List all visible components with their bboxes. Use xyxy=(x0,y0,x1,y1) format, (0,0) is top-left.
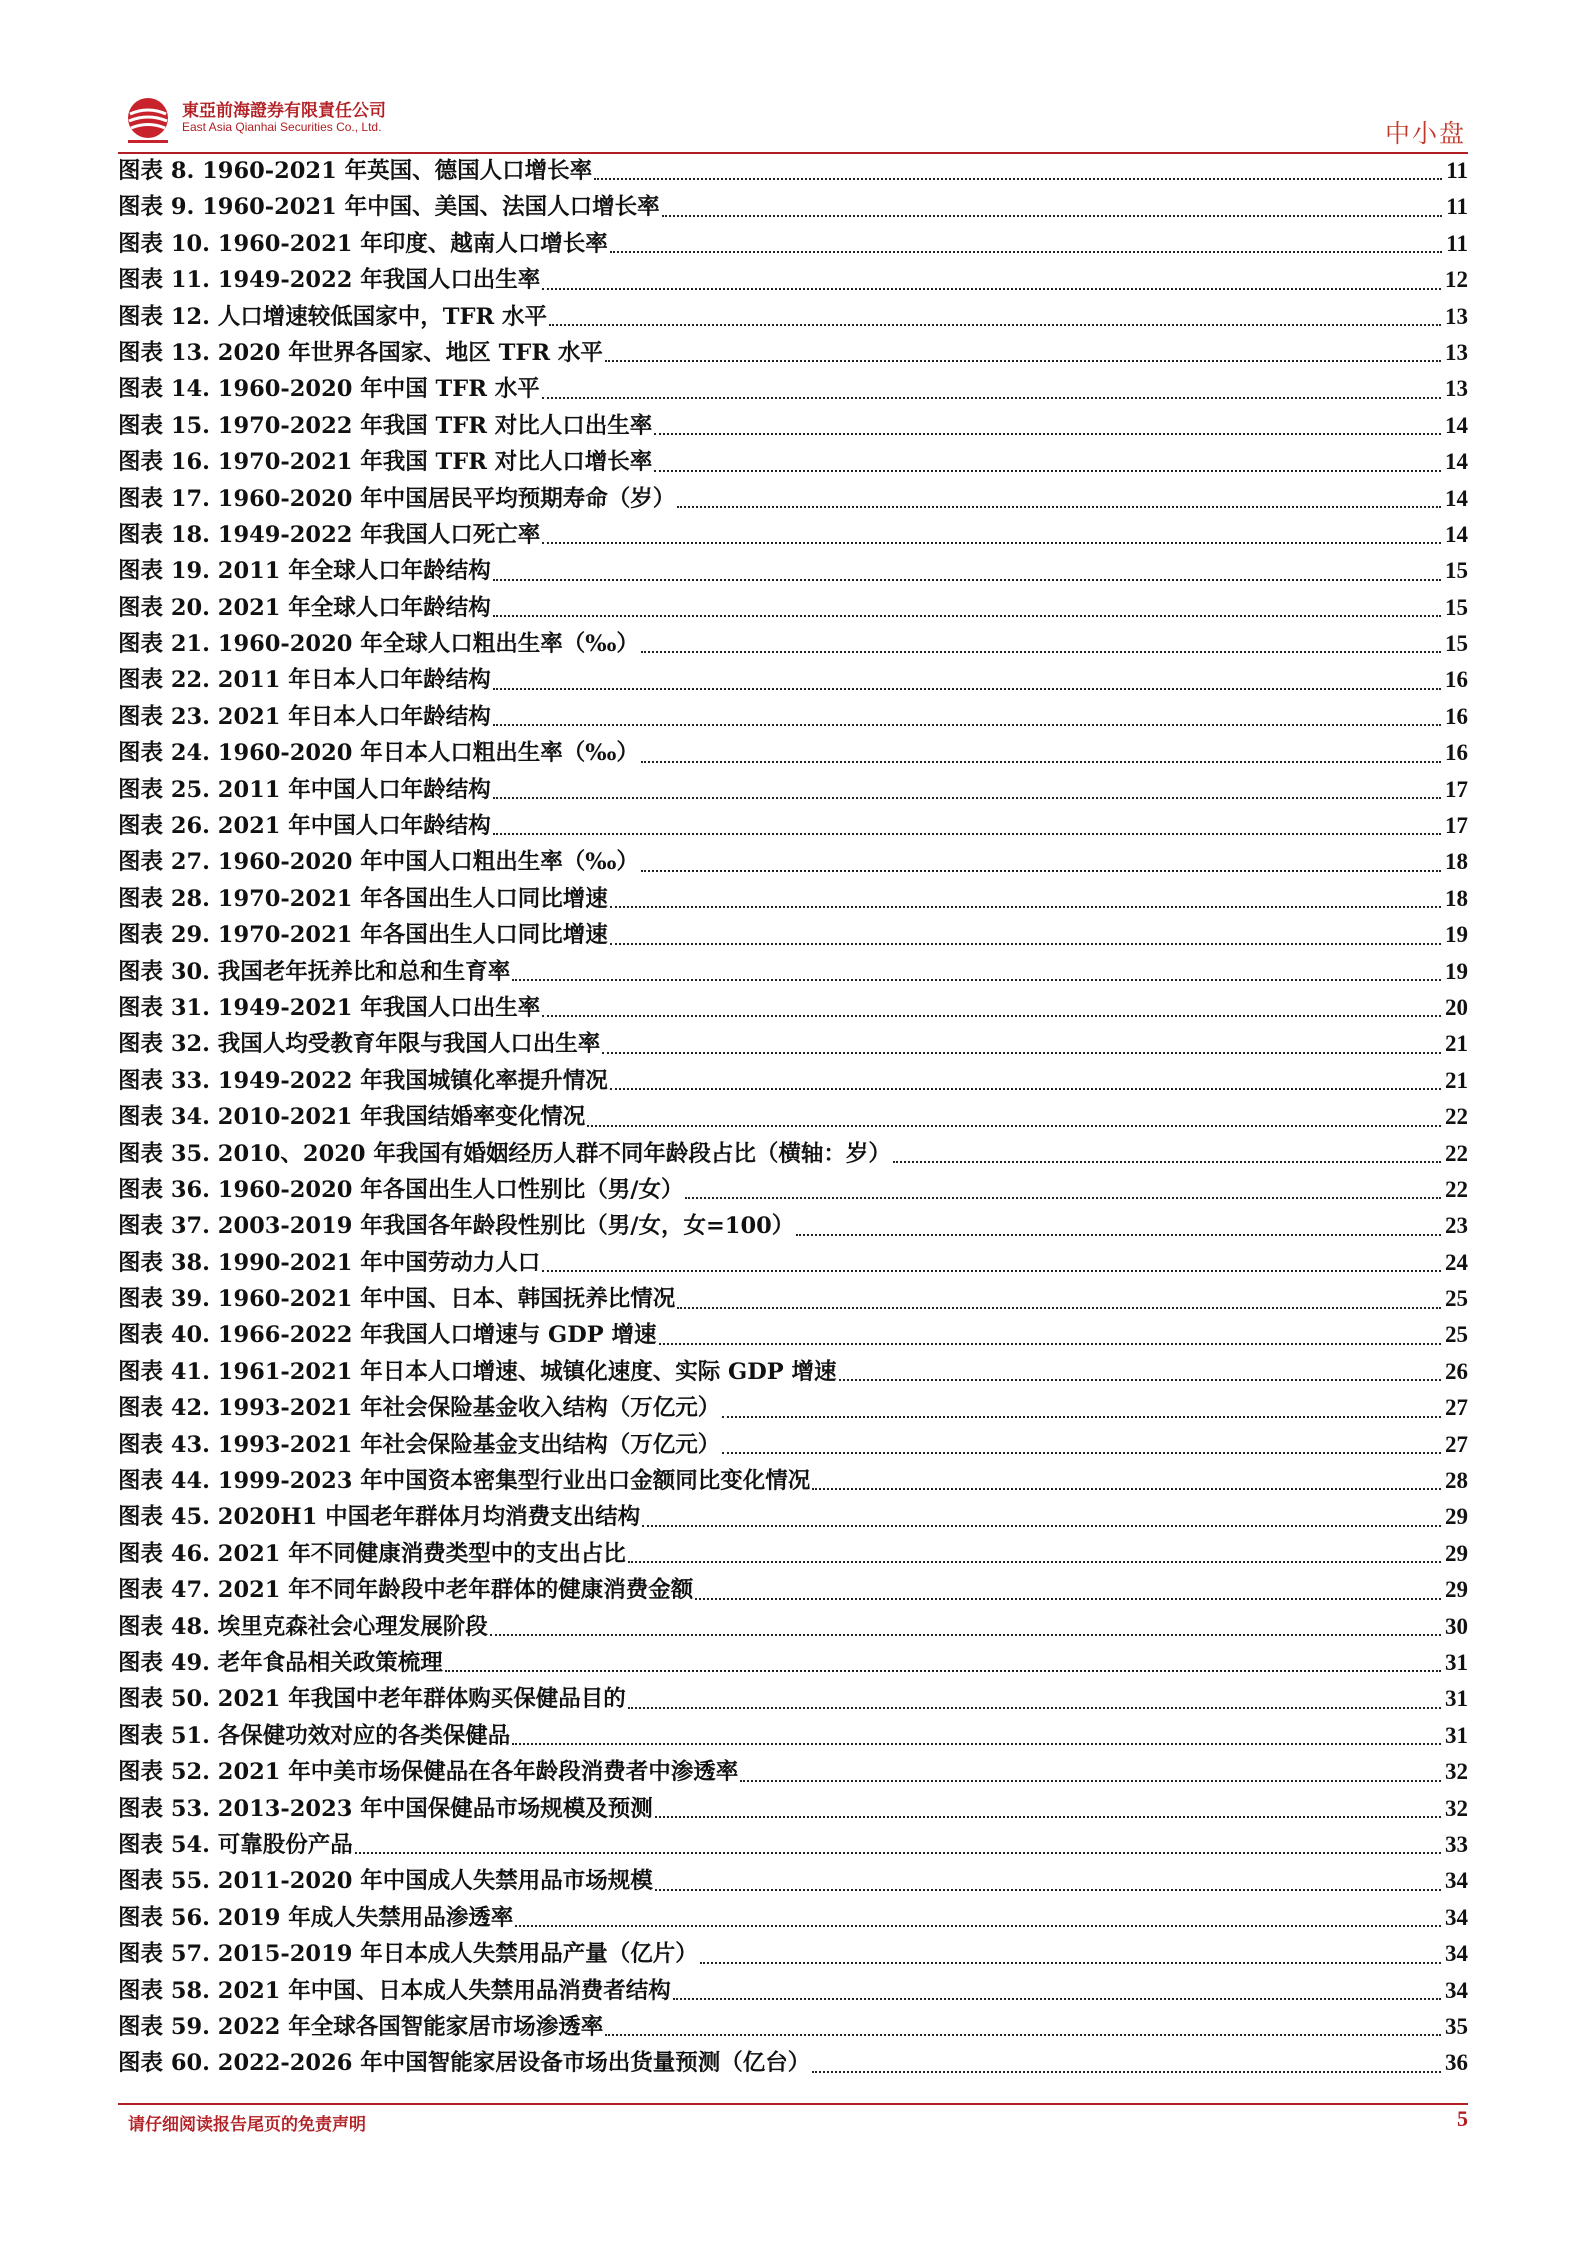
toc-dot-leader xyxy=(493,833,1441,835)
toc-entry-page: 19 xyxy=(1445,958,1468,984)
toc-entry[interactable] xyxy=(118,1354,1468,1390)
toc-entry-page: 34 xyxy=(1445,1904,1468,1930)
toc-entry[interactable] xyxy=(118,590,1468,626)
toc-entry[interactable] xyxy=(118,189,1468,225)
toc-entry-page: 11 xyxy=(1446,157,1468,183)
toc-entry-page: 31 xyxy=(1445,1722,1468,1748)
toc-entry[interactable] xyxy=(118,881,1468,917)
toc-entry[interactable] xyxy=(118,371,1468,407)
toc-entry-label: 图表 39. 1960-2021 年中国、日本、韩国抚养比情况 xyxy=(118,1286,676,1313)
toc-dot-leader xyxy=(655,1816,1441,1818)
toc-entry-label: 图表 38. 1990-2021 年中国劳动力人口 xyxy=(118,1249,541,1276)
toc-entry[interactable] xyxy=(118,1499,1468,1535)
toc-entry-page: 24 xyxy=(1445,1249,1468,1275)
toc-dot-leader xyxy=(493,579,1441,581)
toc-dot-leader xyxy=(673,1998,1441,2000)
toc-dot-leader xyxy=(641,651,1441,653)
toc-entry-label: 图表 60. 2022-2026 年中国智能家居设备市场出货量预测（亿台） xyxy=(118,2050,811,2077)
toc-dot-leader xyxy=(594,178,1442,180)
toc-entry-page: 27 xyxy=(1445,1395,1468,1421)
toc-entry-page: 15 xyxy=(1445,631,1468,657)
toc-dot-leader xyxy=(602,1052,1441,1054)
toc-entry-label: 图表 19. 2011 年全球人口年龄结构 xyxy=(118,558,491,585)
toc-entry-page: 35 xyxy=(1445,2013,1468,2039)
toc-entry[interactable] xyxy=(118,481,1468,517)
toc-entry-page: 26 xyxy=(1445,1358,1468,1384)
toc-entry[interactable] xyxy=(118,517,1468,553)
toc-dot-leader xyxy=(605,2034,1441,2036)
toc-entry-page: 18 xyxy=(1445,885,1468,911)
toc-entry-page: 28 xyxy=(1445,1468,1468,1494)
toc-entry[interactable] xyxy=(118,1063,1468,1099)
toc-entry-page: 11 xyxy=(1446,230,1468,256)
toc-entry-page: 25 xyxy=(1445,1286,1468,1312)
toc-entry-label: 图表 49. 老年食品相关政策梳理 xyxy=(118,1650,443,1676)
toc-entry-label: 图表 35. 2010、2020 年我国有婚姻经历人群不同年龄段占比（横轴：岁） xyxy=(118,1140,891,1167)
toc-entry[interactable] xyxy=(118,954,1468,990)
toc-entry-page: 16 xyxy=(1445,703,1468,729)
toc-entry-label: 图表 14. 1960-2020 年中国 TFR 水平 xyxy=(118,376,540,403)
toc-entry-page: 31 xyxy=(1445,1686,1468,1712)
toc-entry[interactable] xyxy=(118,1827,1468,1863)
toc-entry-page: 29 xyxy=(1445,1540,1468,1566)
toc-entry[interactable] xyxy=(118,990,1468,1026)
toc-entry-label: 图表 47. 2021 年不同年龄段中老年群体的健康消费金额 xyxy=(118,1577,694,1604)
toc-entry-label: 图表 25. 2011 年中国人口年龄结构 xyxy=(118,776,491,803)
toc-dot-leader xyxy=(659,1343,1441,1345)
toc-entry-label: 图表 17. 1960-2020 年中国居民平均预期寿命（岁） xyxy=(118,485,676,512)
toc-entry-label: 图表 42. 1993-2021 年社会保险基金收入结构（万亿元） xyxy=(118,1395,721,1422)
toc-entry-page: 13 xyxy=(1445,376,1468,402)
toc-dot-leader xyxy=(677,506,1441,508)
toc-entry-page: 16 xyxy=(1445,667,1468,693)
toc-entry-page: 32 xyxy=(1445,1795,1468,1821)
toc-entry[interactable] xyxy=(118,1318,1468,1354)
page-number: 5 xyxy=(1457,2106,1468,2131)
toc-dot-leader xyxy=(610,251,1443,253)
toc-entry-page: 32 xyxy=(1445,1759,1468,1785)
toc-entry-label: 图表 20. 2021 年全球人口年龄结构 xyxy=(118,594,491,621)
toc-entry[interactable] xyxy=(118,1281,1468,1317)
toc-dot-leader xyxy=(587,1125,1441,1127)
company-name-cn: 東亞前海證券有限責任公司 xyxy=(182,101,386,121)
toc-entry[interactable] xyxy=(118,1390,1468,1426)
toc-dot-leader xyxy=(610,1088,1441,1090)
toc-dot-leader xyxy=(628,1707,1441,1709)
toc-entry[interactable] xyxy=(118,1681,1468,1717)
toc-entry-page: 15 xyxy=(1445,594,1468,620)
toc-entry-label: 图表 50. 2021 年我国中老年群体购买保健品目的 xyxy=(118,1686,626,1713)
toc-entry-page: 14 xyxy=(1445,485,1468,511)
toc-entry[interactable] xyxy=(118,1718,1468,1754)
toc-entry-page: 14 xyxy=(1445,449,1468,475)
toc-entry[interactable] xyxy=(118,917,1468,953)
toc-dot-leader xyxy=(493,615,1441,617)
toc-entry-label: 图表 18. 1949-2022 年我国人口死亡率 xyxy=(118,521,541,548)
toc-entry-label: 图表 21. 1960-2020 年全球人口粗出生率（‰） xyxy=(118,631,639,658)
toc-dot-leader xyxy=(493,797,1441,799)
toc-entry-label: 图表 13. 2020 年世界各国家、地区 TFR 水平 xyxy=(118,339,603,366)
toc-entry-label: 图表 16. 1970-2021 年我国 TFR 对比人口增长率 xyxy=(118,449,653,476)
toc-entry[interactable] xyxy=(118,408,1468,444)
toc-dot-leader xyxy=(662,215,1443,217)
toc-dot-leader xyxy=(549,324,1441,326)
toc-entry-label: 图表 22. 2011 年日本人口年龄结构 xyxy=(118,667,491,694)
toc-dot-leader xyxy=(722,1416,1441,1418)
toc-dot-leader xyxy=(654,433,1441,435)
toc-entry[interactable] xyxy=(118,1099,1468,1135)
toc-dot-leader xyxy=(700,1962,1441,1964)
toc-entry-label: 图表 51. 各保健功效对应的各类保健品 xyxy=(118,1722,511,1749)
toc-entry[interactable] xyxy=(118,1536,1468,1572)
toc-entry-page: 23 xyxy=(1445,1213,1468,1239)
toc-entry-label: 图表 9. 1960-2021 年中国、美国、法国人口增长率 xyxy=(118,194,660,221)
toc-entry-label: 图表 40. 1966-2022 年我国人口增速与 GDP 增速 xyxy=(118,1322,657,1349)
toc-entry-page: 17 xyxy=(1445,776,1468,802)
toc-entry[interactable] xyxy=(118,626,1468,662)
toc-entry[interactable] xyxy=(118,772,1468,808)
toc-entry-page: 11 xyxy=(1446,194,1468,220)
footer-divider xyxy=(118,2103,1468,2105)
toc-dot-leader xyxy=(355,1852,1441,1854)
toc-entry-label: 图表 57. 2015-2019 年日本成人失禁用品产量（亿片） xyxy=(118,1941,698,1968)
toc-entry-label: 图表 45. 2020H1 中国老年群体月均消费支出结构 xyxy=(118,1504,641,1531)
toc-entry-page: 19 xyxy=(1445,922,1468,948)
toc-entry-label: 图表 43. 1993-2021 年社会保险基金支出结构（万亿元） xyxy=(118,1431,721,1458)
toc-entry-page: 15 xyxy=(1445,558,1468,584)
toc-dot-leader xyxy=(893,1161,1441,1163)
toc-entry-page: 34 xyxy=(1445,1941,1468,1967)
toc-entry[interactable] xyxy=(118,153,1468,189)
toc-entry-page: 33 xyxy=(1445,1831,1468,1857)
toc-entry-label: 图表 54. 可靠股份产品 xyxy=(118,1831,353,1858)
toc-entry[interactable] xyxy=(118,1791,1468,1827)
toc-entry-page: 13 xyxy=(1445,303,1468,329)
toc-entry-label: 图表 29. 1970-2021 年各国出生人口同比增速 xyxy=(118,922,608,949)
toc-entry-label: 图表 23. 2021 年日本人口年龄结构 xyxy=(118,703,491,730)
toc-entry-page: 13 xyxy=(1445,339,1468,365)
toc-entry-label: 图表 48. 埃里克森社会心理发展阶段 xyxy=(118,1613,488,1640)
toc-entry[interactable] xyxy=(118,1609,1468,1645)
toc-entry-page: 22 xyxy=(1445,1104,1468,1130)
toc-dot-leader xyxy=(812,2071,1441,2073)
toc-dot-leader xyxy=(542,1015,1441,1017)
toc-dot-leader xyxy=(642,1525,1441,1527)
toc-dot-leader xyxy=(610,943,1441,945)
toc-dot-leader xyxy=(685,1197,1441,1199)
toc-entry[interactable] xyxy=(118,2009,1468,2045)
toc-entry[interactable] xyxy=(118,1936,1468,1972)
toc-entry[interactable] xyxy=(118,1172,1468,1208)
toc-entry[interactable] xyxy=(118,735,1468,771)
toc-entry[interactable] xyxy=(118,2045,1468,2081)
toc-entry-label: 图表 26. 2021 年中国人口年龄结构 xyxy=(118,813,491,840)
disclaimer-note: 请仔细阅读报告尾页的免责声明 xyxy=(128,2115,366,2135)
toc-entry[interactable] xyxy=(118,299,1468,335)
toc-entry-label: 图表 55. 2011-2020 年中国成人失禁用品市场规模 xyxy=(118,1868,653,1895)
toc-entry-label: 图表 10. 1960-2021 年印度、越南人口增长率 xyxy=(118,230,608,257)
toc-entry-label: 图表 53. 2013-2023 年中国保健品市场规模及预测 xyxy=(118,1795,653,1822)
toc-entry-label: 图表 44. 1999-2023 年中国资本密集型行业出口金额同比变化情况 xyxy=(118,1468,811,1495)
toc-entry-page: 14 xyxy=(1445,412,1468,438)
toc-entry-label: 图表 30. 我国老年抚养比和总和生育率 xyxy=(118,958,511,985)
toc-entry[interactable] xyxy=(118,1572,1468,1608)
toc-dot-leader xyxy=(654,470,1441,472)
toc-dot-leader xyxy=(796,1234,1441,1236)
toc-entry[interactable] xyxy=(118,262,1468,298)
company-name-en: East Asia Qianhai Securities Co., Ltd. xyxy=(182,120,382,134)
toc-entry-label: 图表 8. 1960-2021 年英国、德国人口增长率 xyxy=(118,157,593,184)
toc-dot-leader xyxy=(839,1379,1441,1381)
toc-dot-leader xyxy=(812,1488,1441,1490)
toc-entry-label: 图表 56. 2019 年成人失禁用品渗透率 xyxy=(118,1904,514,1931)
toc-entry[interactable] xyxy=(118,444,1468,480)
toc-entry-page: 29 xyxy=(1445,1504,1468,1530)
toc-entry-page: 18 xyxy=(1445,849,1468,875)
toc-entry-page: 30 xyxy=(1445,1613,1468,1639)
toc-entry[interactable] xyxy=(118,808,1468,844)
toc-entry-page: 22 xyxy=(1445,1140,1468,1166)
toc-entry-page: 34 xyxy=(1445,1868,1468,1894)
toc-entry-page: 16 xyxy=(1445,740,1468,766)
toc-entry-label: 图表 28. 1970-2021 年各国出生人口同比增速 xyxy=(118,885,608,912)
toc-entry-label: 图表 15. 1970-2022 年我国 TFR 对比人口出生率 xyxy=(118,412,653,439)
toc-entry[interactable] xyxy=(118,1208,1468,1244)
toc-entry-label: 图表 34. 2010-2021 年我国结婚率变化情况 xyxy=(118,1104,586,1131)
figure-index-list xyxy=(118,153,1468,2082)
toc-entry-label: 图表 59. 2022 年全球各国智能家居市场渗透率 xyxy=(118,2013,604,2040)
toc-dot-leader xyxy=(677,1307,1441,1309)
page-header xyxy=(118,92,1468,152)
toc-entry-label: 图表 58. 2021 年中国、日本成人失禁用品消费者结构 xyxy=(118,1977,671,2004)
toc-dot-leader xyxy=(490,1634,1441,1636)
toc-dot-leader xyxy=(655,1889,1441,1891)
toc-entry-label: 图表 36. 1960-2020 年各国出生人口性别比（男/女） xyxy=(118,1176,684,1203)
toc-entry-page: 12 xyxy=(1445,267,1468,293)
toc-dot-leader xyxy=(493,688,1441,690)
toc-dot-leader xyxy=(542,542,1441,544)
toc-entry-page: 22 xyxy=(1445,1176,1468,1202)
toc-entry-page: 29 xyxy=(1445,1577,1468,1603)
toc-entry[interactable] xyxy=(118,1026,1468,1062)
toc-entry[interactable] xyxy=(118,1463,1468,1499)
toc-entry-page: 36 xyxy=(1445,2050,1468,2076)
toc-dot-leader xyxy=(641,761,1441,763)
toc-entry[interactable] xyxy=(118,1427,1468,1463)
toc-entry-page: 14 xyxy=(1445,521,1468,547)
toc-dot-leader xyxy=(515,1925,1441,1927)
toc-entry-label: 图表 52. 2021 年中美市场保健品在各年龄段消费者中渗透率 xyxy=(118,1759,739,1786)
toc-entry[interactable] xyxy=(118,699,1468,735)
toc-entry-page: 25 xyxy=(1445,1322,1468,1348)
toc-dot-leader xyxy=(641,870,1441,872)
toc-dot-leader xyxy=(722,1452,1441,1454)
toc-entry-label: 图表 32. 我国人均受教育年限与我国人口出生率 xyxy=(118,1031,601,1058)
toc-entry-label: 图表 11. 1949-2022 年我国人口出生率 xyxy=(118,267,541,294)
toc-dot-leader xyxy=(512,979,1441,981)
company-logo-icon xyxy=(122,94,174,146)
toc-entry[interactable] xyxy=(118,1754,1468,1790)
toc-entry[interactable] xyxy=(118,1136,1468,1172)
toc-entry[interactable] xyxy=(118,1973,1468,2009)
toc-entry[interactable] xyxy=(118,844,1468,880)
toc-dot-leader xyxy=(605,360,1441,362)
toc-dot-leader xyxy=(542,288,1441,290)
toc-entry-page: 21 xyxy=(1445,1067,1468,1093)
toc-entry-page: 27 xyxy=(1445,1431,1468,1457)
toc-entry-label: 图表 33. 1949-2022 年我国城镇化率提升情况 xyxy=(118,1067,608,1094)
toc-entry[interactable] xyxy=(118,1645,1468,1681)
toc-dot-leader xyxy=(610,906,1441,908)
toc-entry-page: 31 xyxy=(1445,1650,1468,1675)
toc-entry-label: 图表 37. 2003-2019 年我国各年龄段性别比（男/女，女=100） xyxy=(118,1213,795,1240)
toc-entry-label: 图表 31. 1949-2021 年我国人口出生率 xyxy=(118,994,541,1021)
toc-entry[interactable] xyxy=(118,553,1468,589)
toc-entry-page: 34 xyxy=(1445,1977,1468,2003)
toc-entry-label: 图表 24. 1960-2020 年日本人口粗出生率（‰） xyxy=(118,740,639,767)
toc-entry[interactable] xyxy=(118,1245,1468,1281)
toc-entry-page: 20 xyxy=(1445,994,1468,1020)
toc-entry-page: 21 xyxy=(1445,1031,1468,1057)
toc-dot-leader xyxy=(542,1270,1441,1272)
toc-entry-label: 图表 12. 人口增速较低国家中，TFR 水平 xyxy=(118,303,548,330)
toc-entry-label: 图表 27. 1960-2020 年中国人口粗出生率（‰） xyxy=(118,849,639,876)
toc-entry-page: 17 xyxy=(1445,813,1468,839)
toc-entry-label: 图表 46. 2021 年不同健康消费类型中的支出占比 xyxy=(118,1540,626,1567)
toc-dot-leader xyxy=(740,1780,1441,1782)
toc-entry[interactable] xyxy=(118,1900,1468,1936)
toc-dot-leader xyxy=(445,1670,1441,1672)
toc-dot-leader xyxy=(695,1598,1441,1600)
toc-entry[interactable] xyxy=(118,662,1468,698)
toc-entry[interactable] xyxy=(118,335,1468,371)
toc-entry[interactable] xyxy=(118,1863,1468,1899)
toc-entry-label: 图表 41. 1961-2021 年日本人口增速、城镇化速度、实际 GDP 增速 xyxy=(118,1358,837,1385)
toc-dot-leader xyxy=(493,724,1441,726)
toc-dot-leader xyxy=(512,1743,1441,1745)
toc-dot-leader xyxy=(542,397,1441,399)
section-tag: 中小盘 xyxy=(1384,119,1466,148)
toc-entry[interactable] xyxy=(118,226,1468,262)
toc-dot-leader xyxy=(628,1561,1441,1563)
